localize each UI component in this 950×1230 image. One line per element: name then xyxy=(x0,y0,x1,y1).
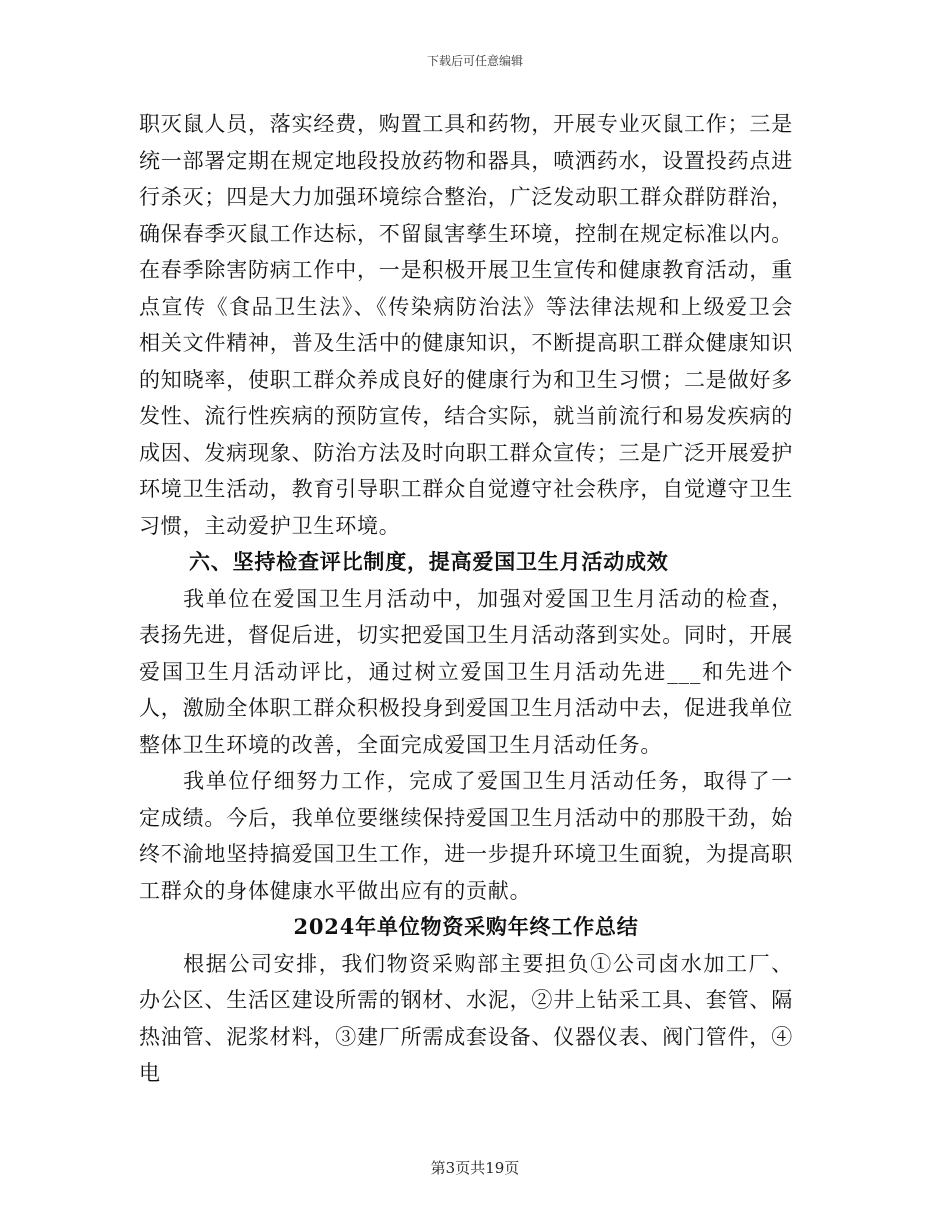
section-heading: 六、坚持检查评比制度，提高爱国卫生月活动成效 xyxy=(189,549,669,574)
page-number: 第3页共19页 xyxy=(430,1159,520,1177)
paragraph-procurement: 根据公司安排，我们物资采购部主要担负①公司卤水加工厂、办公区、生活区建设所需的钢材、水泥，②井上钻采工具、套管、隔热油管、泥浆材料，③建厂所需成套设备、仪器仪表、阀门管件，④电 xyxy=(139,951,793,1085)
document-body xyxy=(139,106,793,1092)
document-title: 2024年单位物资采购年终工作总结 xyxy=(293,914,639,939)
paragraph-continuation: 职灭鼠人员，落实经费，购置工具和药物，开展专业灭鼠工作；三是统一部署定期在规定地段投放药物和器具，喷洒药水，设置投药点进行杀灭；四是大力加强环境综合整治，广泛发动职工群众群防群治，确保春季灭鼠工作达标，不留鼠害孳生环境，控制在规定标准以内。在春季除害防病工作中，一是积极开展卫生宣传和健康教育活动，重点宣传《食品卫生法》、《传染病防治法》等法律法规和上级爱卫会相关文件精神，普及生活中的健康知识，不断提高职工群众健康知识的知晓率，使职工群众养成良好的健康行为和卫生习惯；二是做好多发性、流行性疾病的预防宣传，结合实际，就当前流行和易发疾病的成因、发病现象、防治方法及时向职工群众宣传；三是广泛开展爱护环境卫生活动，教育引导职工群众自觉遵守社会秩序，自觉遵守卫生习惯，主动爱护卫生环境。 xyxy=(139,112,793,538)
paragraph-conclusion: 我单位仔细努力工作，完成了爱国卫生月活动任务，取得了一定成绩。今后，我单位要继续保持爱国卫生月活动中的那股干劲，始终不渝地坚持搞爱国卫生工作，进一步提升环境卫生面貌，为提高职工群众的身体健康水平做出应有的贡献。 xyxy=(139,769,793,903)
page-header: 下载后可任意编辑 xyxy=(426,54,523,68)
paragraph-inspection: 我单位在爱国卫生月活动中，加强对爱国卫生月活动的检查，表扬先进，督促后进，切实把爱国卫生月活动落到实处。同时，开展爱国卫生月活动评比，通过树立爱国卫生月活动先进___和先进个人，激励全体职工群众积极投身到爱国卫生月活动中去，促进我单位整体卫生环境的改善，全面完成爱国卫生月活动任务。 xyxy=(139,586,793,757)
